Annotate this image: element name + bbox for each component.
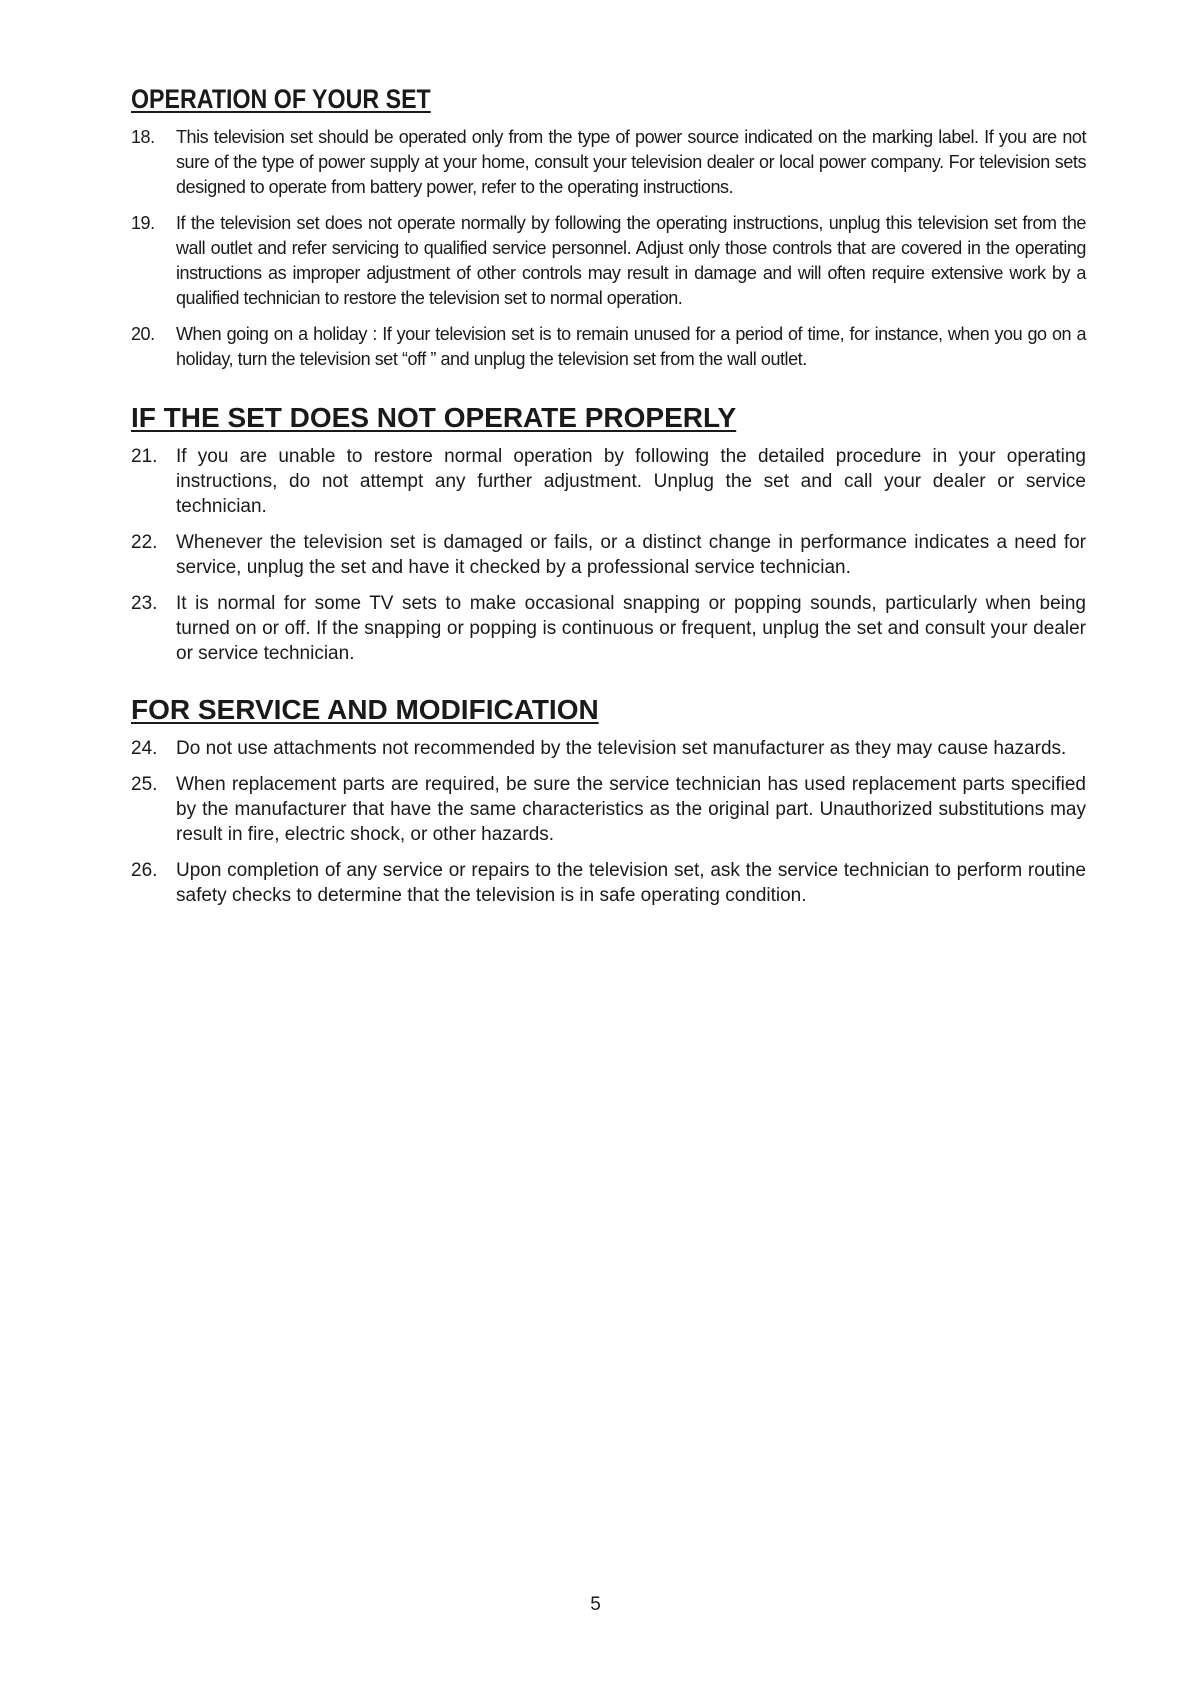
item-text: If the television set does not operate normally by following the operating instructions, unplug this television set from the wall outlet and refer servicing to qualified service personnel. Adjust only those controls that are covered in the operating instructions as improper adjustment of other controls may result in damage and will often require extensive work by a qualified technician to restore the television set to normal operation. [176,213,1086,308]
item-number: 18. [131,127,155,147]
section-title: IF THE SET DOES NOT OPERATE PROPERLY [131,402,737,433]
list-item [131,591,1086,666]
document-page [131,84,1086,936]
section-not-operate-properly [131,402,1086,666]
item-number: 21. [131,446,158,467]
item-list [131,736,1086,908]
item-list [131,125,1086,372]
item-number: 19. [131,213,155,233]
section-title: OPERATION OF YOUR SET [131,84,431,114]
section-title: FOR SERVICE AND MODIFICATION [131,694,599,725]
page-number: 5 [590,1594,601,1615]
item-number: 23. [131,593,158,614]
list-item [131,322,1086,372]
item-number: 22. [131,532,158,553]
item-number: 25. [131,774,158,795]
item-number: 24. [131,738,158,759]
item-text: It is normal for some TV sets to make occasional snapping or popping sounds, particularly when being turned on or off. If the snapping or popping is continuous or frequent, unplug the set and consult your dealer or service technician. [176,593,1086,664]
item-text: Do not use attachments not recommended by the television set manufacturer as they may cause hazards. [176,738,1067,759]
item-text: If you are unable to restore normal operation by following the detailed procedure in your operating instructions, do not attempt any further adjustment. Unplug the set and call your dealer or service technician. [176,446,1086,517]
list-item [131,530,1086,580]
item-text: Whenever the television set is damaged or fails, or a distinct change in performance indicates a need for service, unplug the set and have it checked by a professional service technician. [176,532,1086,578]
item-text: When replacement parts are required, be sure the service technician has used replacement parts specified by the manufacturer that have the same characteristics as the original part. Unauthorized substitutions may result in fire, electric shock, or other hazards. [176,774,1086,845]
list-item [131,858,1086,908]
list-item [131,736,1086,761]
item-text: This television set should be operated only from the type of power source indicated on the marking label. If you are not sure of the type of power supply at your home, consult your television dealer or local power company. For television sets designed to operate from battery power, refer to the operating instructions. [176,127,1086,197]
item-text: Upon completion of any service or repairs to the television set, ask the service technician to perform routine safety checks to determine that the television is in safe operating condition. [176,860,1086,906]
item-number: 20. [131,324,155,344]
item-text: When going on a holiday : If your television set is to remain unused for a period of time, for instance, when you go on a holiday, turn the television set “off ” and unplug the television set from the wall outlet. [176,324,1086,369]
list-item [131,772,1086,847]
list-item [131,211,1086,311]
section-service-modification [131,694,1086,908]
list-item [131,125,1086,200]
item-list [131,444,1086,666]
list-item [131,444,1086,519]
item-number: 26. [131,860,158,881]
section-operation [131,84,1086,372]
